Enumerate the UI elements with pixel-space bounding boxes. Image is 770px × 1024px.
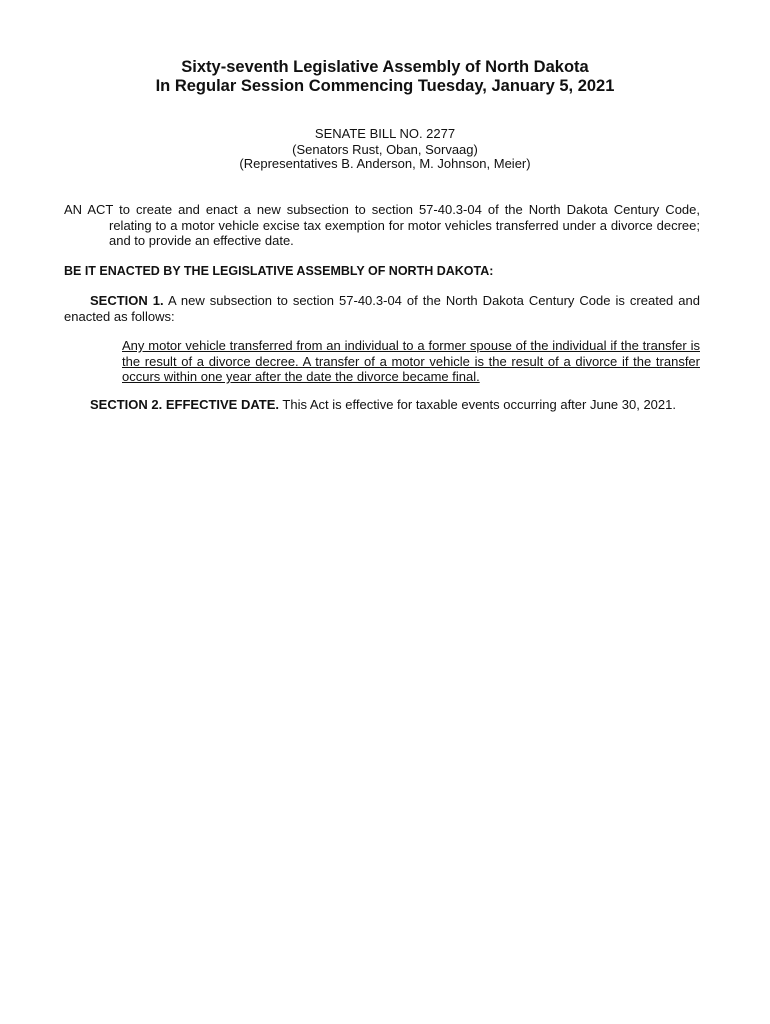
section-1 — [64, 293, 700, 325]
section-2-text: This Act is effective for taxable events occurring after June 30, 2021. — [279, 397, 676, 412]
section-1-new-subsection: Any motor vehicle transferred from an individual to a former spouse of the individual if the transfer is the result of a divorce decree. A transfer of a motor vehicle is the result of a divorce if the transfer occurs within one year after the date the divorce became final. — [122, 338, 700, 384]
bill-representatives: (Representatives B. Anderson, M. Johnson, Meier) — [239, 156, 531, 171]
session-heading: In Regular Session Commencing Tuesday, January 5, 2021 — [155, 77, 615, 95]
section-2-label: SECTION 2. EFFECTIVE DATE. — [90, 397, 280, 412]
assembly-heading: Sixty-seventh Legislative Assembly of North Dakota — [181, 58, 589, 76]
act-title: AN ACT to create and enact a new subsection to section 57-40.3-04 of the North Dakota Century Code, relating to a motor vehicle excise tax exemption for motor vehicles transferred under a divorce decree; and to provide an effective date. — [64, 202, 700, 248]
section-1-label: SECTION 1. — [90, 293, 164, 308]
section-1-text: A new subsection to section 57-40.3-04 of the North Dakota Century Code is created and enacted as follows: — [64, 293, 700, 324]
bill-number: SENATE BILL NO. 2277 — [314, 126, 456, 141]
section-2 — [64, 397, 700, 413]
enacting-clause: BE IT ENACTED BY THE LEGISLATIVE ASSEMBLY OF NORTH DAKOTA: — [64, 264, 494, 278]
bill-senators: (Senators Rust, Oban, Sorvaag) — [292, 142, 478, 157]
